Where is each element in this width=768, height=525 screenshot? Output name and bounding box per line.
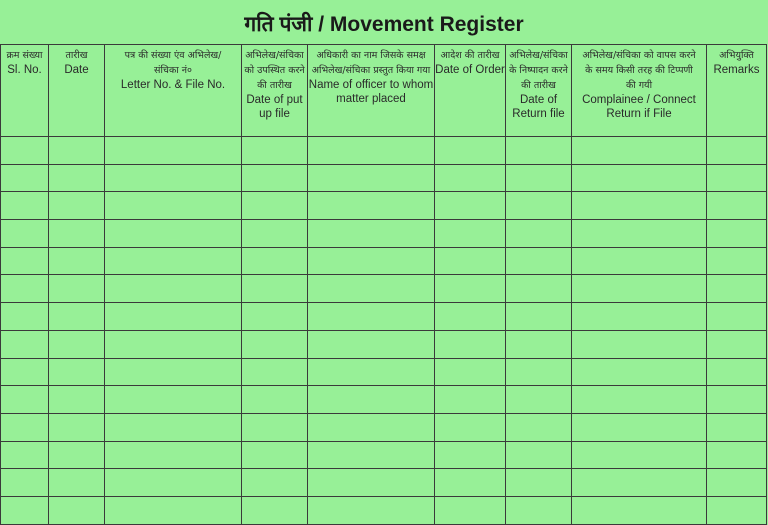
col-header-english: Date of Return file [512,94,565,120]
table-cell [572,137,707,165]
table-cell [308,358,435,386]
table-row [1,441,767,469]
col-header-hindi: क्रम संख्या [6,50,43,61]
table-cell [49,164,105,192]
table-row [1,469,767,497]
table-cell [49,358,105,386]
table-cell [506,137,572,165]
col-header-date-return [506,45,572,137]
col-header-english: Remarks [713,64,760,76]
table-cell [242,330,308,358]
table-cell [506,413,572,441]
table-cell [1,275,49,303]
col-header-letter-file-no [105,45,242,137]
table-row [1,496,767,524]
col-header-english: Name of officer to whom matter placed [308,79,434,105]
col-header-date [49,45,105,137]
table-cell [707,137,767,165]
col-header-hindi: अभियुक्ति [719,50,754,61]
col-header-hindi: आदेश की तारीख [440,50,500,61]
table-cell [1,192,49,220]
col-header-date-put-up [242,45,308,137]
table-cell [435,330,506,358]
col-header-hindi: अधिकारी का नाम जिसके समक्ष अभिलेख/संचिका प्रस्तुत किया गया [311,50,431,76]
col-header-hindi: अभिलेख/संचिका के निष्पादन करने की तारीख [509,50,568,91]
table-cell [572,192,707,220]
table-cell [435,137,506,165]
table-cell [572,496,707,524]
table-cell [435,275,506,303]
table-cell [242,220,308,248]
table-cell [707,220,767,248]
page-title: गति पंजी / Movement Register [244,13,524,36]
table-cell [105,247,242,275]
table-cell [506,386,572,414]
table-cell [105,496,242,524]
table-cell [49,386,105,414]
table-cell [506,469,572,497]
table-cell [1,164,49,192]
table-cell [242,441,308,469]
table-cell [572,220,707,248]
table-cell [308,275,435,303]
table-cell [707,358,767,386]
table-cell [506,275,572,303]
table-cell [242,358,308,386]
table-cell [1,358,49,386]
table-cell [105,413,242,441]
table-cell [707,247,767,275]
table-cell [707,441,767,469]
table-cell [435,441,506,469]
table-row [1,358,767,386]
table-cell [506,303,572,331]
table-cell [506,330,572,358]
table-cell [49,137,105,165]
col-header-complainee [572,45,707,137]
table-cell [49,303,105,331]
table-cell [506,496,572,524]
table-cell [1,247,49,275]
table-cell [242,496,308,524]
table-cell [707,275,767,303]
table-cell [242,413,308,441]
table-cell [105,358,242,386]
table-cell [1,220,49,248]
table-cell [1,330,49,358]
table-cell [49,496,105,524]
table-cell [105,303,242,331]
table-cell [308,330,435,358]
col-header-sl-no [1,45,49,137]
table-cell [435,413,506,441]
col-header-english: Date of Order [435,64,505,76]
table-cell [49,413,105,441]
table-cell [308,441,435,469]
table-cell [506,164,572,192]
table-cell [49,441,105,469]
table-cell [308,386,435,414]
table-cell [572,164,707,192]
table-cell [572,275,707,303]
table-cell [435,164,506,192]
table-row [1,220,767,248]
table-cell [242,303,308,331]
table-cell [49,247,105,275]
table-cell [308,192,435,220]
table-cell [308,137,435,165]
table-cell [49,275,105,303]
col-header-hindi: अभिलेख/संचिका को उपस्थित करने की तारीख [244,50,305,91]
table-cell [1,441,49,469]
table-cell [1,496,49,524]
table-cell [707,496,767,524]
table-cell [308,164,435,192]
table-row [1,192,767,220]
col-header-hindi: तारीख [65,50,88,61]
table-cell [506,192,572,220]
table-cell [707,192,767,220]
table-cell [308,469,435,497]
register-body [1,137,767,525]
table-cell [435,358,506,386]
table-row [1,413,767,441]
table-cell [242,137,308,165]
table-cell [49,192,105,220]
table-cell [506,220,572,248]
table-cell [105,386,242,414]
table-cell [49,330,105,358]
table-cell [308,413,435,441]
table-cell [1,386,49,414]
table-cell [308,220,435,248]
col-header-english: Sl. No. [7,64,42,76]
table-row [1,303,767,331]
table-cell [707,386,767,414]
table-cell [707,469,767,497]
table-cell [506,358,572,386]
col-header-english: Complainee / Connect Return if File [582,94,696,120]
table-row [1,247,767,275]
table-cell [707,164,767,192]
table-cell [1,303,49,331]
table-cell [435,303,506,331]
table-cell [242,192,308,220]
table-cell [707,330,767,358]
table-cell [105,275,242,303]
table-cell [308,247,435,275]
table-cell [572,441,707,469]
table-cell [435,247,506,275]
table-cell [506,247,572,275]
table-cell [242,164,308,192]
table-cell [572,330,707,358]
table-cell [435,192,506,220]
col-header-english: Letter No. & File No. [120,79,226,91]
table-cell [572,469,707,497]
table-cell [105,164,242,192]
table-cell [572,386,707,414]
table-row [1,137,767,165]
table-row [1,164,767,192]
table-row [1,275,767,303]
table-cell [308,496,435,524]
header-row [1,45,767,137]
table-cell [1,137,49,165]
table-cell [242,275,308,303]
movement-register-table [0,44,767,525]
table-cell [435,469,506,497]
table-cell [1,413,49,441]
table-row [1,330,767,358]
table-cell [1,469,49,497]
table-cell [572,303,707,331]
col-header-remarks [707,45,767,137]
col-header-date-of-order [435,45,506,137]
table-cell [242,247,308,275]
table-cell [242,386,308,414]
table-cell [105,192,242,220]
table-cell [105,330,242,358]
table-cell [105,137,242,165]
table-row [1,386,767,414]
col-header-officer-name [308,45,435,137]
table-cell [435,386,506,414]
table-cell [707,303,767,331]
table-cell [105,220,242,248]
table-cell [105,469,242,497]
table-cell [105,441,242,469]
table-cell [572,358,707,386]
table-cell [308,303,435,331]
col-header-hindi: पत्र की संख्या एंव अभिलेख/संचिका नं० [124,50,222,76]
table-cell [572,247,707,275]
col-header-english: Date [64,64,89,76]
table-cell [707,413,767,441]
table-cell [435,496,506,524]
table-cell [242,469,308,497]
table-cell [49,469,105,497]
table-cell [506,441,572,469]
table-cell [49,220,105,248]
col-header-hindi: अभिलेख/संचिका को वापस करने के समय किसी तरह की टिप्पणी की गयी [582,50,696,91]
table-cell [435,220,506,248]
col-header-english: Date of put up file [246,94,303,120]
table-cell [572,413,707,441]
